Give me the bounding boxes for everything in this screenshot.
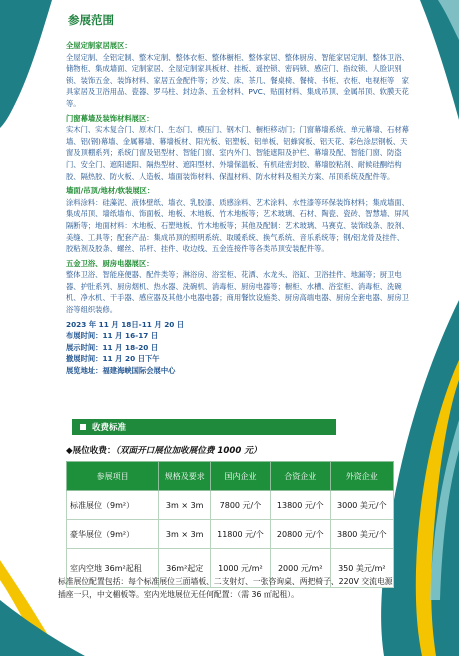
- table-cell: 标准展位（9m²）: [67, 491, 159, 520]
- square-bullet-icon: [80, 424, 86, 430]
- table-header: 规格及要求: [159, 462, 211, 491]
- venue-address: 展览地址：福建海峡国际会展中心: [66, 366, 176, 376]
- table-cell: 11800 元/个: [211, 520, 271, 549]
- table-cell: 3m × 3m: [159, 520, 211, 549]
- table-cell: 7800 元/个: [211, 491, 271, 520]
- booth-price-line: [66, 444, 262, 456]
- section-heading: 五金卫浴、厨房电器展区：: [66, 258, 154, 268]
- section-body: 实木门、实木复合门、原木门、生态门、模压门、钢木门、橱柜移动门；门窗幕墙系统、单元幕墙、石材幕墙、铝(钢)幕墙、金属幕墙、幕墙板材、阳光板、铝塑板、铝单板、铝蜂窝板、铝天花、彩色涂层钢板、天窗及顶棚系列；系统门窗及铝型材、智能门窗、室内外门、智能遮阳及护栏、幕墙及配、智能门窗、防盗门、安全门、遮阳遮阳、隔热型材、遮阳型材、外墙保温板、有机硅密封胶、幕墙胶粘剂、耐候硅酮结构胶、隔热胶、防火板、人造板、墙面装饰材料、保温材料、防水材料及相关方案、吊顶系统及配件等。: [66, 125, 409, 181]
- exhibition-dates: 2023 年 11 月 18日-11 月 20 日: [66, 319, 185, 329]
- table-cell: 20800 元/个: [270, 520, 330, 549]
- table-cell: 36m²起定: [159, 549, 211, 588]
- table-cell: 3m × 3m: [159, 491, 211, 520]
- booth-config-note: 标准展位配置包括：每个标准展位三面墙板、二支射灯、一张咨询桌、两把椅子、220V 交流电源插座一只，中文楣板等。室内光地展位无任何配置：（需 36 ㎡起租）。: [58, 577, 393, 599]
- table-cell: 室内空地 36m²起租: [67, 549, 159, 588]
- page-title: 参展范围: [68, 13, 114, 27]
- table-header: 参展项目: [67, 462, 159, 491]
- section-heading: 门窗幕墙及装饰材料展区：: [66, 113, 154, 123]
- table-cell: 1000 元/m²: [211, 549, 271, 588]
- table-header: 合资企业: [270, 462, 330, 491]
- table-cell: 3000 美元/个: [330, 491, 393, 520]
- section-heading: 墙面/吊顶/地材/软装展区：: [66, 186, 155, 196]
- fee-table: [66, 461, 394, 588]
- fee-section-title: 收费标准: [92, 423, 127, 433]
- table-cell: 3800 美元/个: [330, 520, 393, 549]
- section-body: 全屋定制、全铝定制、整木定制、整体衣柜、整体橱柜、整体家居、整体厨房、智能家居定制、整体卫浴、储物柜、集成墙面、定制家居、全屋定制家具板材、挂板、遥控锁、密码锁、感应门、指纹锁、人脸识别锁、装饰五金、装饰材料、家居五金配件等；沙发、床、茶几、餐桌椅、餐椅、书柜、衣柜、电视柜等 家具家居及卫浴用品、瓷器、罗马柱、封边条、五金材料、PVC、贴面材料、集成吊顶、金属吊顶、软膜天花等。: [66, 52, 409, 108]
- price-note: （双面开口展位加收展位费 1000 元）: [115, 446, 262, 456]
- section-heading: 全屋定制家居展区：: [66, 41, 132, 50]
- table-cell: 2000 元/m²: [270, 549, 330, 588]
- table-row: [67, 491, 394, 520]
- exhibit-scope: [66, 40, 410, 377]
- show-time: 展示时间：11 月 18-20 日: [66, 342, 159, 352]
- setup-time: 布展时间：11 月 16-17 日: [66, 331, 159, 341]
- table-cell: 350 美元/m²: [330, 549, 393, 588]
- section-body: 涂料涂料：硅藻泥、液体壁纸、墙衣、乳胶漆、质感涂料、艺术涂料、水性漆等环保装饰材料；集成墙面、集成吊顶、墙纸墙布、饰面板、地板、木地板、竹木地板等；艺术玻璃、石材、陶瓷、瓷砖、智慧墙、屏风隔断等；地面材料：木地板、石塑地板、竹木地板等；其他及配制：艺术玻璃、马赛克、装饰线条、胶剂、美缝、工具等；配套产品：集成吊顶的照明系统、取暖系统、换气系统、音乐系统等；钢/铝龙骨及挂件、胶粘剂及胶条、螺丝、吊杆、挂件、收边线、五金连接件等各类吊顶安装配件等。: [66, 197, 409, 254]
- diamond-bullet-icon: ◆: [66, 446, 73, 456]
- table-header: 国内企业: [211, 462, 271, 491]
- table-cell: 13800 元/个: [270, 491, 330, 520]
- table-cell: 豪华展位（9m²）: [67, 520, 159, 549]
- table-row: [67, 520, 394, 549]
- teardown-time: 撤展时间：11 月 20 日下午: [66, 354, 160, 364]
- fee-section-header: [72, 419, 336, 435]
- table-header: 外资企业: [330, 462, 393, 491]
- table-header-row: [67, 462, 394, 491]
- section-body: 整体卫浴、智能座便器、配件类等；淋浴房、浴室柜、花洒、水龙头、浴缸、卫浴挂件、地漏等；厨卫电器、护肚系列、厨房烟机、热水器、洗碗机、消毒柜、厨房电器等；橱柜、水槽、浴室柜、消毒柜、洗碗机、净水机、干手器、感应器及其他小电器电器；商用餐饮设施类、厨房高端电器、厨房全套电器、厨房卫浴等组织装修。: [66, 270, 409, 315]
- price-label: 展位收费：: [72, 446, 116, 456]
